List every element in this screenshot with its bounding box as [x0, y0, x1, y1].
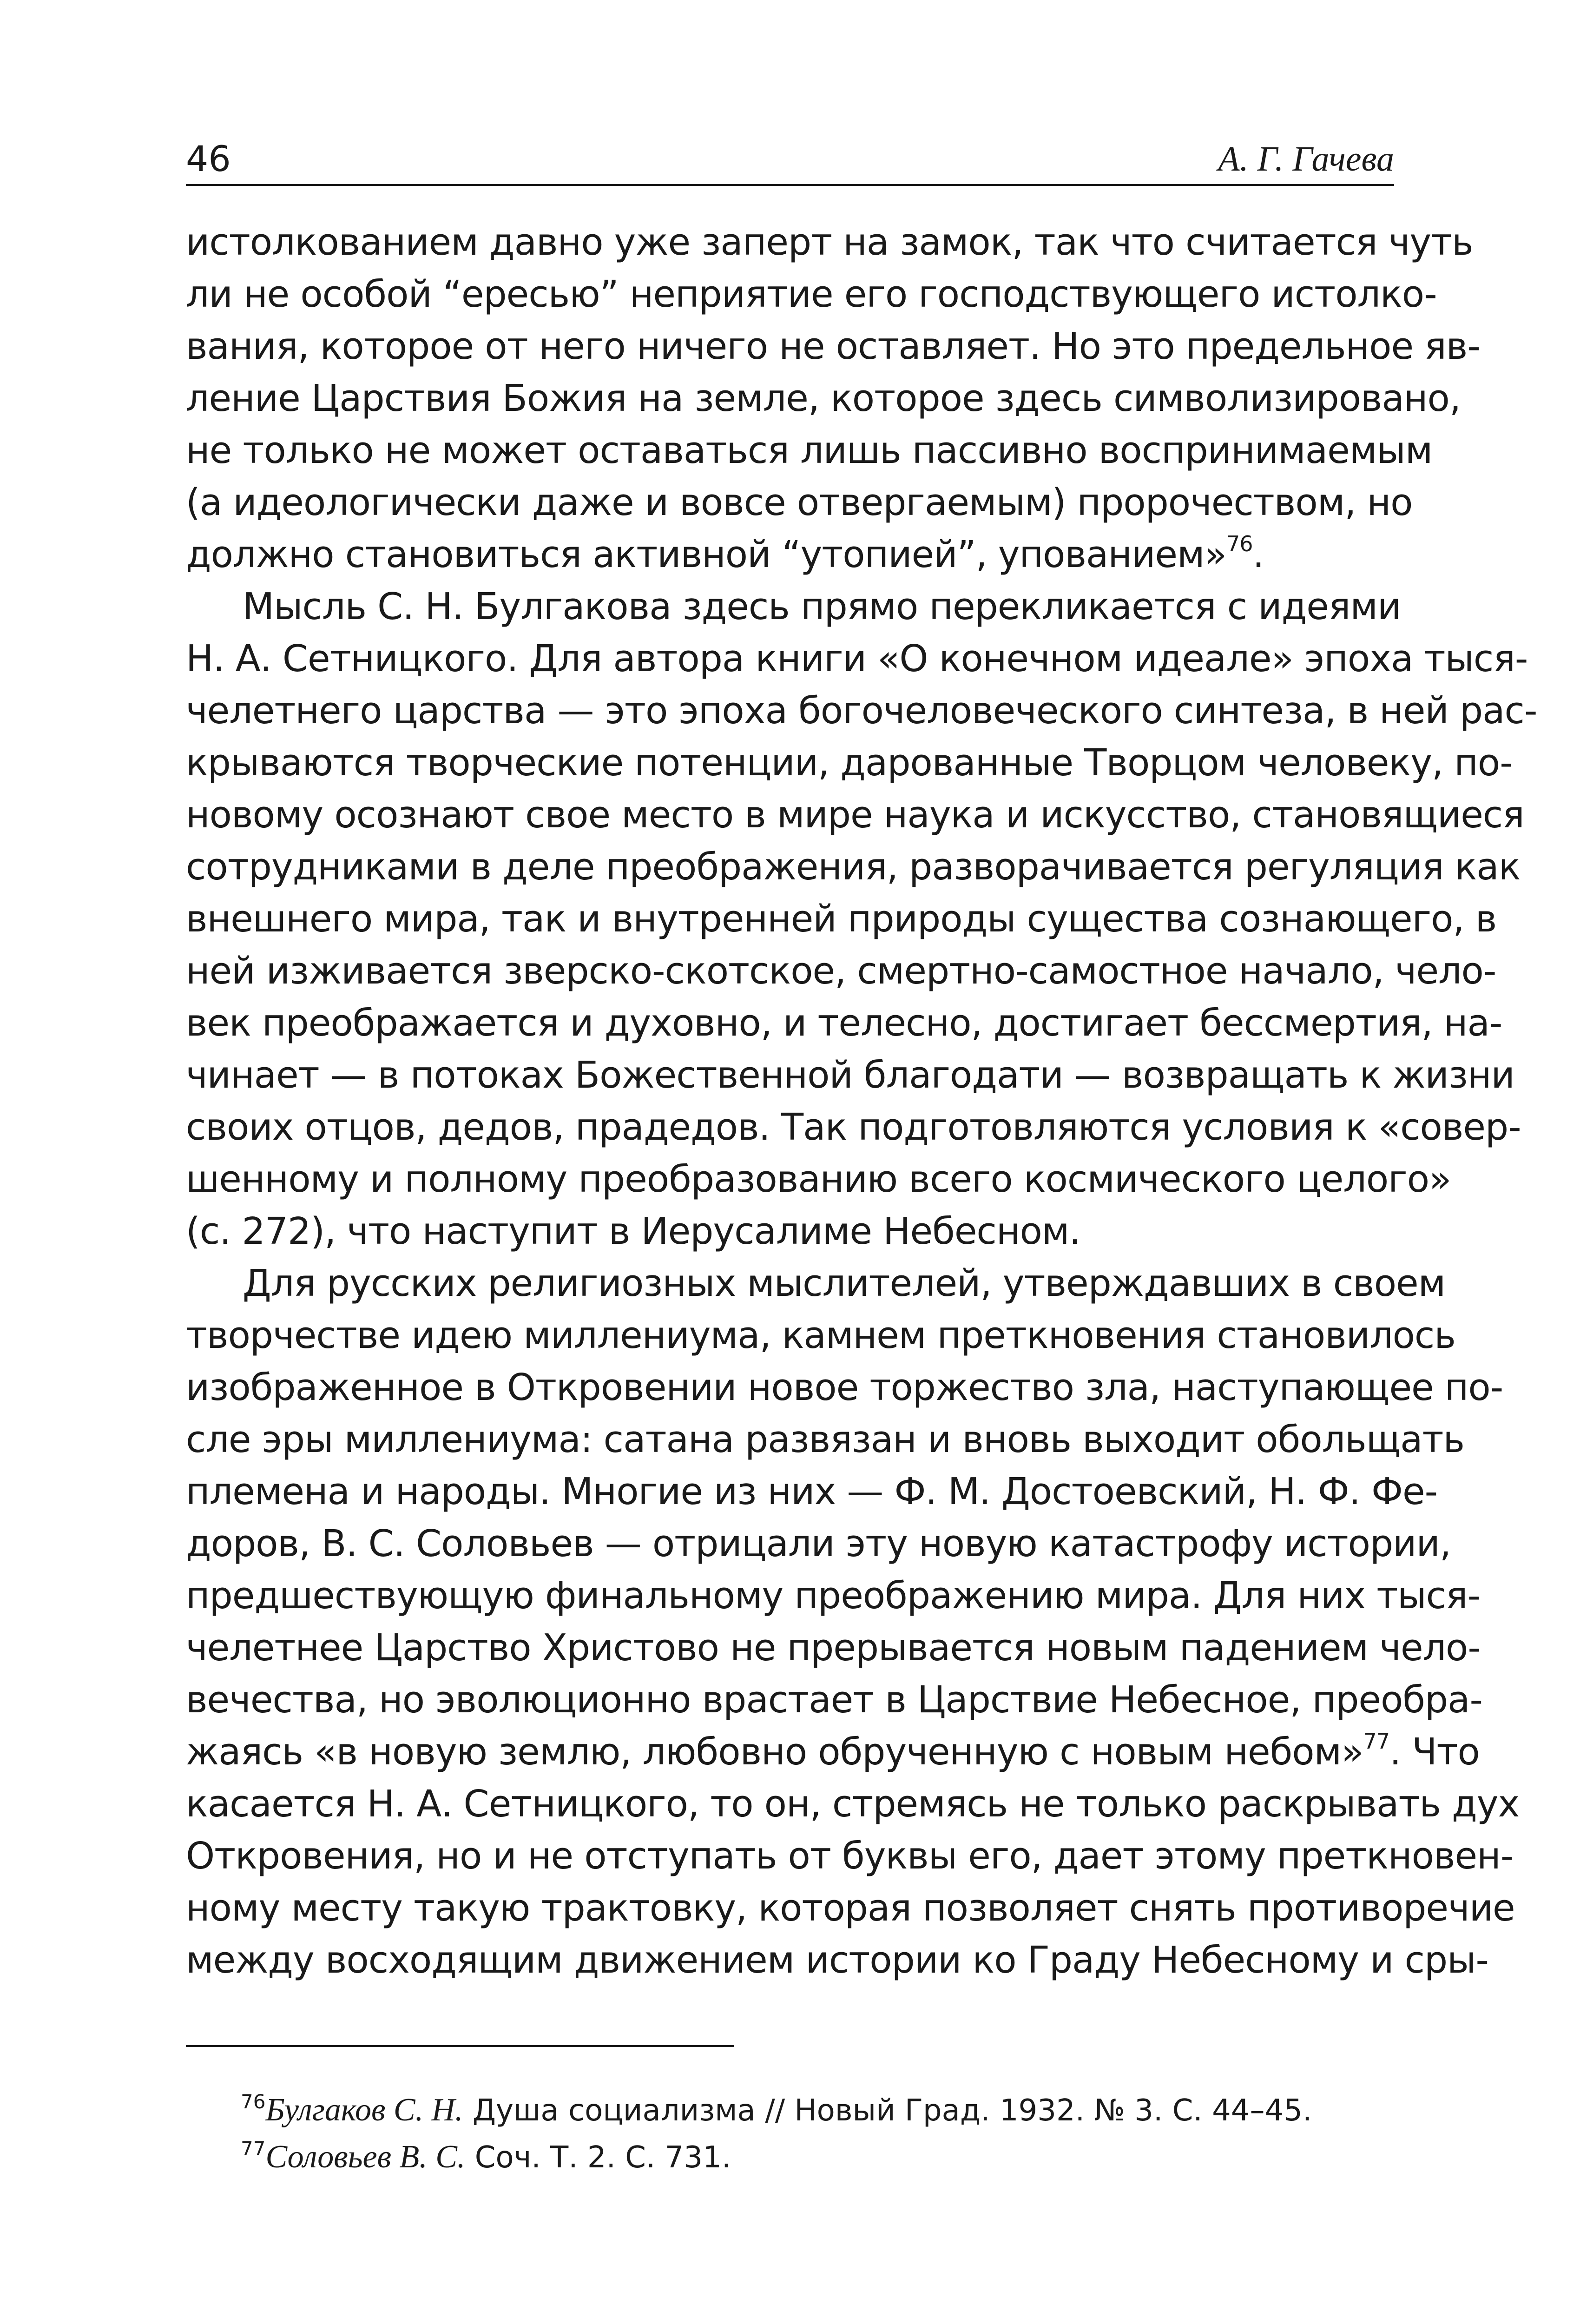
text-line: вания, которое от него ничего не оставляет. Но это предельное яв- [186, 325, 1480, 368]
paragraph-1 [186, 216, 1480, 581]
footnote-77 [241, 2134, 1393, 2181]
text-segment: должно становиться активной “утопией”, упованием» [186, 533, 1226, 576]
text-line: изображенное в Откровении новое торжество зла, наступающее по- [186, 1366, 1503, 1409]
footnote-author: Булгаков С. Н. [265, 2092, 463, 2128]
text-line: Для русских религиозных мыслителей, утверждавших в своем [243, 1262, 1446, 1305]
text-line: доров, В. С. Соловьев — отрицали эту новую катастрофу истории, [186, 1522, 1451, 1565]
paragraph-2 [186, 581, 1537, 1257]
running-title: А. Г. Гачева [1218, 139, 1394, 178]
text-line: (с. 272), что наступит в Иерусалиме Небесном. [186, 1210, 1080, 1253]
text-line: шенному и полному преобразованию всего космического целого» [186, 1158, 1451, 1201]
text-line: Мысль С. Н. Булгакова здесь прямо перекликается с идеями [243, 585, 1401, 628]
text-segment: . Что [1389, 1730, 1480, 1773]
text-line: век преображается и духовно, и телесно, достигает бессмертия, на- [186, 1002, 1502, 1044]
footnote-text: Соч. Т. 2. С. 731. [465, 2140, 731, 2175]
text-line: (а идеологически даже и вовсе отвергаемым) пророчеством, но [186, 481, 1413, 524]
footnotes [241, 2087, 1393, 2181]
running-head [186, 116, 1394, 177]
text-line: внешнего мира, так и внутренней природы существа сознающего, в [186, 898, 1497, 940]
text-line: ней изживается зверско-скотское, смертно-самостное начало, чело- [186, 950, 1496, 992]
text-line: касается Н. А. Сетницкого, то он, стремясь не только раскрывать дух [186, 1783, 1520, 1825]
text-line: вечества, но эволюционно врастает в Царствие Небесное, преобра- [186, 1678, 1483, 1721]
text-line: своих отцов, дедов, прадедов. Так подготовляются условия к «совер- [186, 1106, 1521, 1149]
text-segment: . [1252, 533, 1264, 576]
text-line [186, 528, 1394, 581]
footnote-author: Соловьев В. С. [265, 2139, 466, 2175]
footnote-text: Душа социализма // Новый Град. 1932. № 3. С. 44–45. [463, 2093, 1312, 2128]
footnote-ref-77[interactable]: 77 [1363, 1729, 1390, 1754]
footnote-number: 77 [241, 2137, 266, 2160]
page-number: 46 [186, 138, 231, 179]
footnote-rule [186, 2045, 734, 2047]
text-line: челетнее Царство Христово не прерывается новым падением чело- [186, 1626, 1481, 1669]
text-line: челетнего царства — это эпоха богочеловеческого синтеза, в ней рас- [186, 689, 1537, 732]
footnote-ref-76[interactable]: 76 [1226, 531, 1253, 556]
header-rule [186, 184, 1394, 186]
text-line: ли не особой “ересью” неприятие его господствующего истолко- [186, 273, 1437, 316]
book-page [186, 116, 1537, 2254]
paragraph-3 [186, 1257, 1520, 1986]
text-line: не только не может оставаться лишь пассивно воспринимаемым [186, 429, 1433, 472]
text-line: ление Царствия Божия на земле, которое здесь символизировано, [186, 377, 1461, 420]
text-line: крываются творческие потенции, дарованные Творцом человеку, по- [186, 741, 1513, 784]
text-line: ному месту такую трактовку, которая позволяет снять противоречие [186, 1887, 1515, 1929]
text-line [186, 1726, 1480, 1778]
text-line: между восходящим движением истории ко Граду Небесному и сры- [186, 1939, 1489, 1981]
text-line: истолкованием давно уже заперт на замок, так что считается чуть [186, 221, 1473, 264]
body-text [186, 216, 1537, 1986]
text-line: племена и народы. Многие из них — Ф. М. Достоевский, Н. Ф. Фе- [186, 1470, 1438, 1513]
text-line: Н. А. Сетницкого. Для автора книги «О конечном идеале» эпоха тыся- [186, 637, 1528, 680]
text-line: новому осознают свое место в мире наука и искусство, становящиеся [186, 793, 1524, 836]
text-line: Откровения, но и не отступать от буквы его, дает этому преткновен- [186, 1835, 1514, 1877]
text-segment: жаясь «в новую землю, любовно обрученную с новым небом» [186, 1730, 1363, 1773]
footnote-76 [241, 2087, 1393, 2134]
text-line: сотрудниками в деле преображения, разворачивается регуляция как [186, 845, 1521, 888]
text-line: творчестве идею миллениума, камнем преткновения становилось [186, 1314, 1455, 1357]
footnote-number: 76 [241, 2090, 266, 2113]
text-line: чинает — в потоках Божественной благодати — возвращать к жизни [186, 1054, 1514, 1096]
text-line: предшествующую финальному преображению мира. Для них тыся- [186, 1574, 1481, 1617]
text-line: сле эры миллениума: сатана развязан и вновь выходит обольщать [186, 1418, 1465, 1461]
